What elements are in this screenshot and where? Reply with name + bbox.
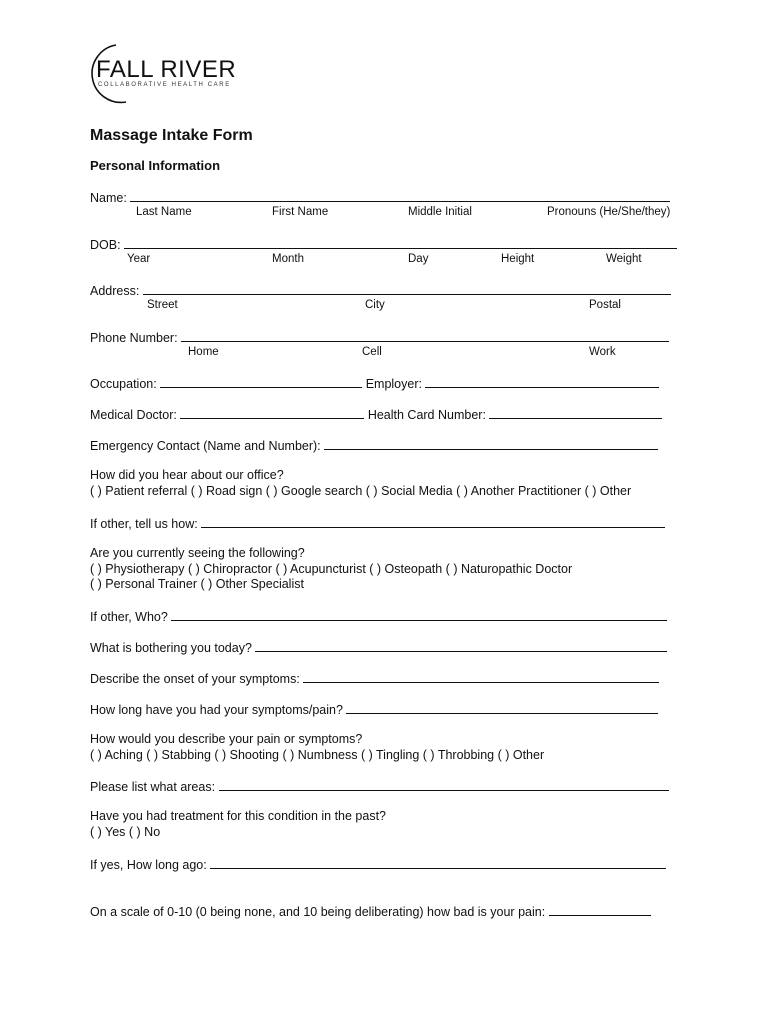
describe-options[interactable]: ( ) Aching ( ) Stabbing ( ) Shooting ( ) Numbness ( ) Tingling ( ) Throbbing ( ) Other bbox=[90, 748, 545, 762]
pain-scale-row bbox=[90, 903, 651, 920]
how-long-label: If yes, How long ago: bbox=[90, 858, 207, 872]
name-label: Name: bbox=[90, 191, 127, 205]
dob-sub-day: Day bbox=[408, 253, 429, 265]
seeing-other-row bbox=[90, 608, 667, 625]
phone-sub-cell: Cell bbox=[362, 346, 382, 358]
dob-label: DOB: bbox=[90, 238, 121, 252]
hear-other-label: If other, tell us how: bbox=[90, 517, 198, 531]
treatment-question: Have you had treatment for this condition in the past? bbox=[90, 809, 387, 823]
seeing-options-1[interactable]: ( ) Physiotherapy ( ) Chiropractor ( ) Acupuncturist ( ) Osteopath ( ) Naturopathic Doctor bbox=[90, 562, 573, 576]
emergency-field[interactable] bbox=[324, 437, 658, 450]
areas-label: Please list what areas: bbox=[90, 780, 216, 794]
pain-scale-field[interactable] bbox=[549, 903, 651, 916]
dob-sub-year: Year bbox=[127, 253, 151, 265]
name-sub-last: Last Name bbox=[136, 206, 192, 218]
employer-field[interactable] bbox=[425, 375, 659, 388]
bothering-label: What is bothering you today? bbox=[90, 641, 252, 655]
pain-scale-label: On a scale of 0-10 (0 being none, and 10 being deliberating) how bad is your pain: bbox=[90, 905, 546, 919]
address-label: Address: bbox=[90, 284, 140, 298]
dob-sub-height: Height bbox=[501, 253, 535, 265]
address-sub-street: Street bbox=[147, 299, 178, 311]
name-field[interactable] bbox=[130, 189, 670, 202]
seeing-question: Are you currently seeing the following? bbox=[90, 546, 305, 560]
form-title: Massage Intake Form bbox=[90, 127, 253, 144]
describe-question: How would you describe your pain or symptoms? bbox=[90, 732, 363, 746]
name-sub-middle: Middle Initial bbox=[408, 206, 472, 218]
how-long-row bbox=[90, 856, 666, 873]
health-card-field[interactable] bbox=[489, 406, 662, 419]
logo-name: FALL RIVER bbox=[96, 56, 237, 83]
hear-question: How did you hear about our office? bbox=[90, 468, 284, 482]
duration-field[interactable] bbox=[346, 701, 658, 714]
onset-label: Describe the onset of your symptoms: bbox=[90, 672, 300, 686]
phone-label: Phone Number: bbox=[90, 331, 178, 345]
bothering-row bbox=[90, 639, 667, 656]
seeing-other-field[interactable] bbox=[171, 608, 667, 621]
doctor-label: Medical Doctor: bbox=[90, 408, 177, 422]
areas-row bbox=[90, 778, 669, 795]
seeing-options-2[interactable]: ( ) Personal Trainer ( ) Other Specialist bbox=[90, 577, 304, 591]
phone-row bbox=[90, 329, 669, 346]
dob-sub-month: Month bbox=[272, 253, 304, 265]
phone-sub-home: Home bbox=[188, 346, 219, 358]
address-sub-postal: Postal bbox=[589, 299, 621, 311]
address-row bbox=[90, 282, 671, 299]
doctor-field[interactable] bbox=[180, 406, 364, 419]
dob-field[interactable] bbox=[124, 236, 677, 249]
hear-other-field[interactable] bbox=[201, 515, 665, 528]
hear-options[interactable]: ( ) Patient referral ( ) Road sign ( ) Google search ( ) Social Media ( ) Another Practitioner ( ) Other bbox=[90, 484, 632, 498]
dob-sub-weight: Weight bbox=[606, 253, 642, 265]
occupation-row bbox=[90, 375, 659, 392]
address-sub-city: City bbox=[365, 299, 385, 311]
name-row bbox=[90, 189, 670, 206]
logo-tagline: COLLABORATIVE HEALTH CARE bbox=[98, 82, 231, 88]
occupation-label: Occupation: bbox=[90, 377, 157, 391]
seeing-other-label: If other, Who? bbox=[90, 610, 168, 624]
emergency-row bbox=[90, 437, 658, 454]
hear-other-row bbox=[90, 515, 665, 532]
duration-label: How long have you had your symptoms/pain? bbox=[90, 703, 343, 717]
onset-field[interactable] bbox=[303, 670, 659, 683]
bothering-field[interactable] bbox=[255, 639, 667, 652]
emergency-label: Emergency Contact (Name and Number): bbox=[90, 439, 321, 453]
dob-row bbox=[90, 236, 677, 253]
how-long-field[interactable] bbox=[210, 856, 666, 869]
areas-field[interactable] bbox=[219, 778, 669, 791]
occupation-field[interactable] bbox=[160, 375, 362, 388]
phone-field[interactable] bbox=[181, 329, 669, 342]
onset-row bbox=[90, 670, 659, 687]
health-card-label: Health Card Number: bbox=[367, 408, 486, 422]
name-sub-first: First Name bbox=[272, 206, 329, 218]
treatment-options[interactable]: ( ) Yes ( ) No bbox=[90, 825, 161, 839]
duration-row bbox=[90, 701, 658, 718]
doctor-row bbox=[90, 406, 662, 423]
employer-label: Employer: bbox=[365, 377, 422, 391]
fall-river-logo bbox=[86, 42, 236, 104]
section-personal-information: Personal Information bbox=[90, 158, 221, 173]
address-field[interactable] bbox=[143, 282, 671, 295]
name-sub-pronouns: Pronouns (He/She/they) bbox=[547, 206, 671, 218]
phone-sub-work: Work bbox=[589, 346, 616, 358]
